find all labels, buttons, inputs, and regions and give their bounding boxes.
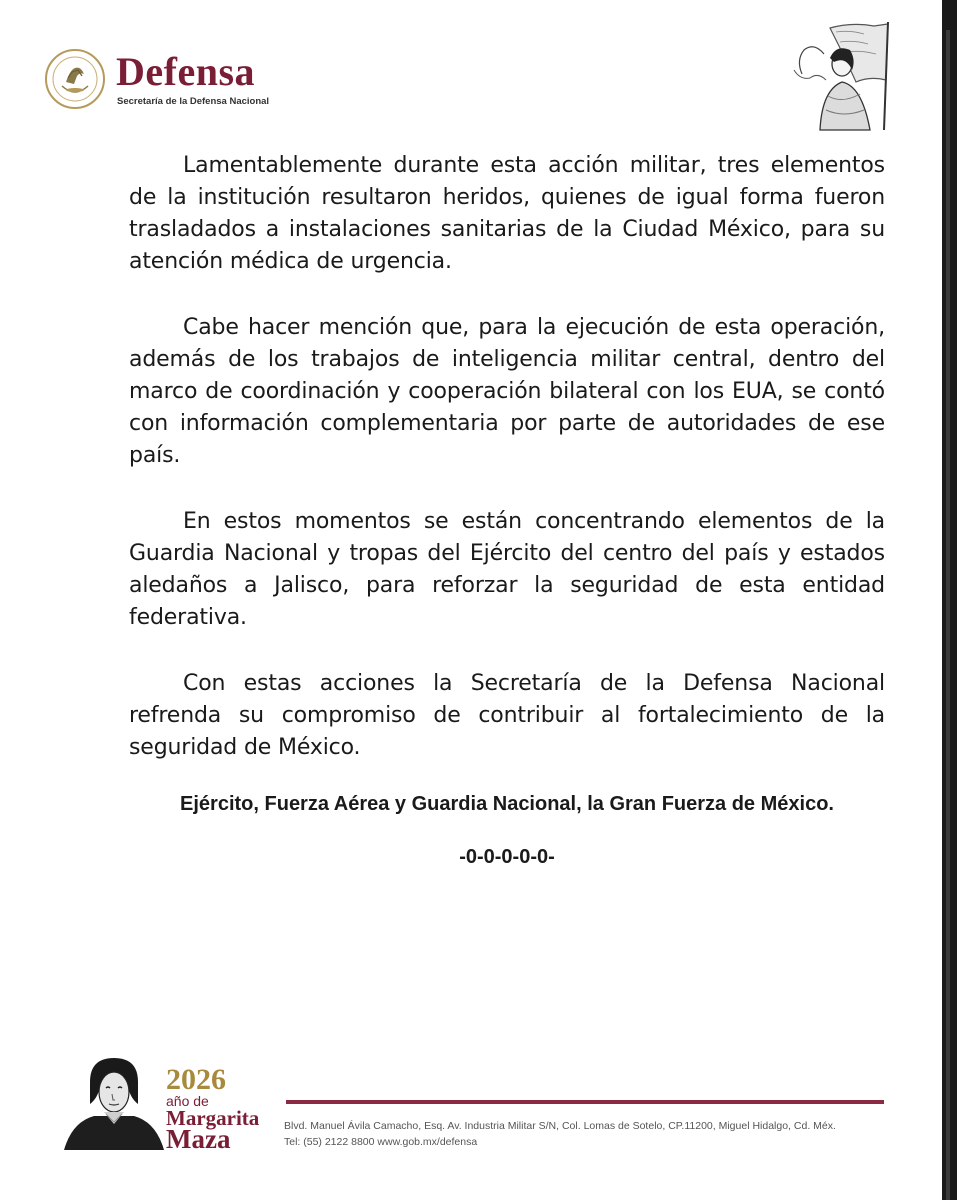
- year-subtitle: año de: [166, 1093, 209, 1109]
- end-mark: -0-0-0-0-0-: [459, 846, 555, 868]
- closing-motto: Ejército, Fuerza Aérea y Guardia Nacional, la Gran Fuerza de México.: [180, 793, 834, 815]
- page-edge-shadow: [942, 0, 957, 1200]
- footer-contact: Tel: (55) 2122 8800 www.gob.mx/defensa: [284, 1136, 478, 1148]
- coat-of-arms-seal-icon: [44, 48, 106, 110]
- paragraph-2: Cabe hacer mención que, para la ejecución de esta operación, además de los trabajos de inteligencia militar central, dentro del marco de coordinación y cooperación bilateral con los EUA, se contó con información complementaria por parte de autoridades de ese país.: [129, 315, 885, 468]
- honoree-last-name: Maza: [166, 1124, 231, 1154]
- footer-address: Blvd. Manuel Ávila Camacho, Esq. Av. Industria Militar S/N, Col. Lomas de Sotelo, CP.11200, Miguel Hidalgo, Cd. Méx.: [284, 1120, 836, 1132]
- brand-name: Defensa: [116, 49, 256, 94]
- heroine-flag-icon: [790, 20, 898, 132]
- paragraph-1: Lamentablemente durante esta acción militar, tres elementos de la institución resultaron heridos, quienes de igual forma fueron trasladados a instalaciones sanitarias de la Ciudad México, para su atención médica de urgencia.: [129, 153, 885, 274]
- margarita-maza-portrait-icon: [64, 1052, 164, 1150]
- honoree-first-name: Margarita: [166, 1106, 260, 1130]
- footer-divider: [286, 1100, 884, 1104]
- brand-subtitle: Secretaría de la Defensa Nacional: [117, 96, 270, 107]
- year-label: 2026: [166, 1063, 226, 1096]
- paragraph-4: Con estas acciones la Secretaría de la Defensa Nacional refrenda su compromiso de contribuir al fortalecimiento de la seguridad de México.: [129, 671, 885, 760]
- paragraph-3: En estos momentos se están concentrando elementos de la Guardia Nacional y tropas del Ejército del centro del país y estados aledaños a Jalisco, para reforzar la seguridad de esta entidad federativa.: [129, 509, 885, 630]
